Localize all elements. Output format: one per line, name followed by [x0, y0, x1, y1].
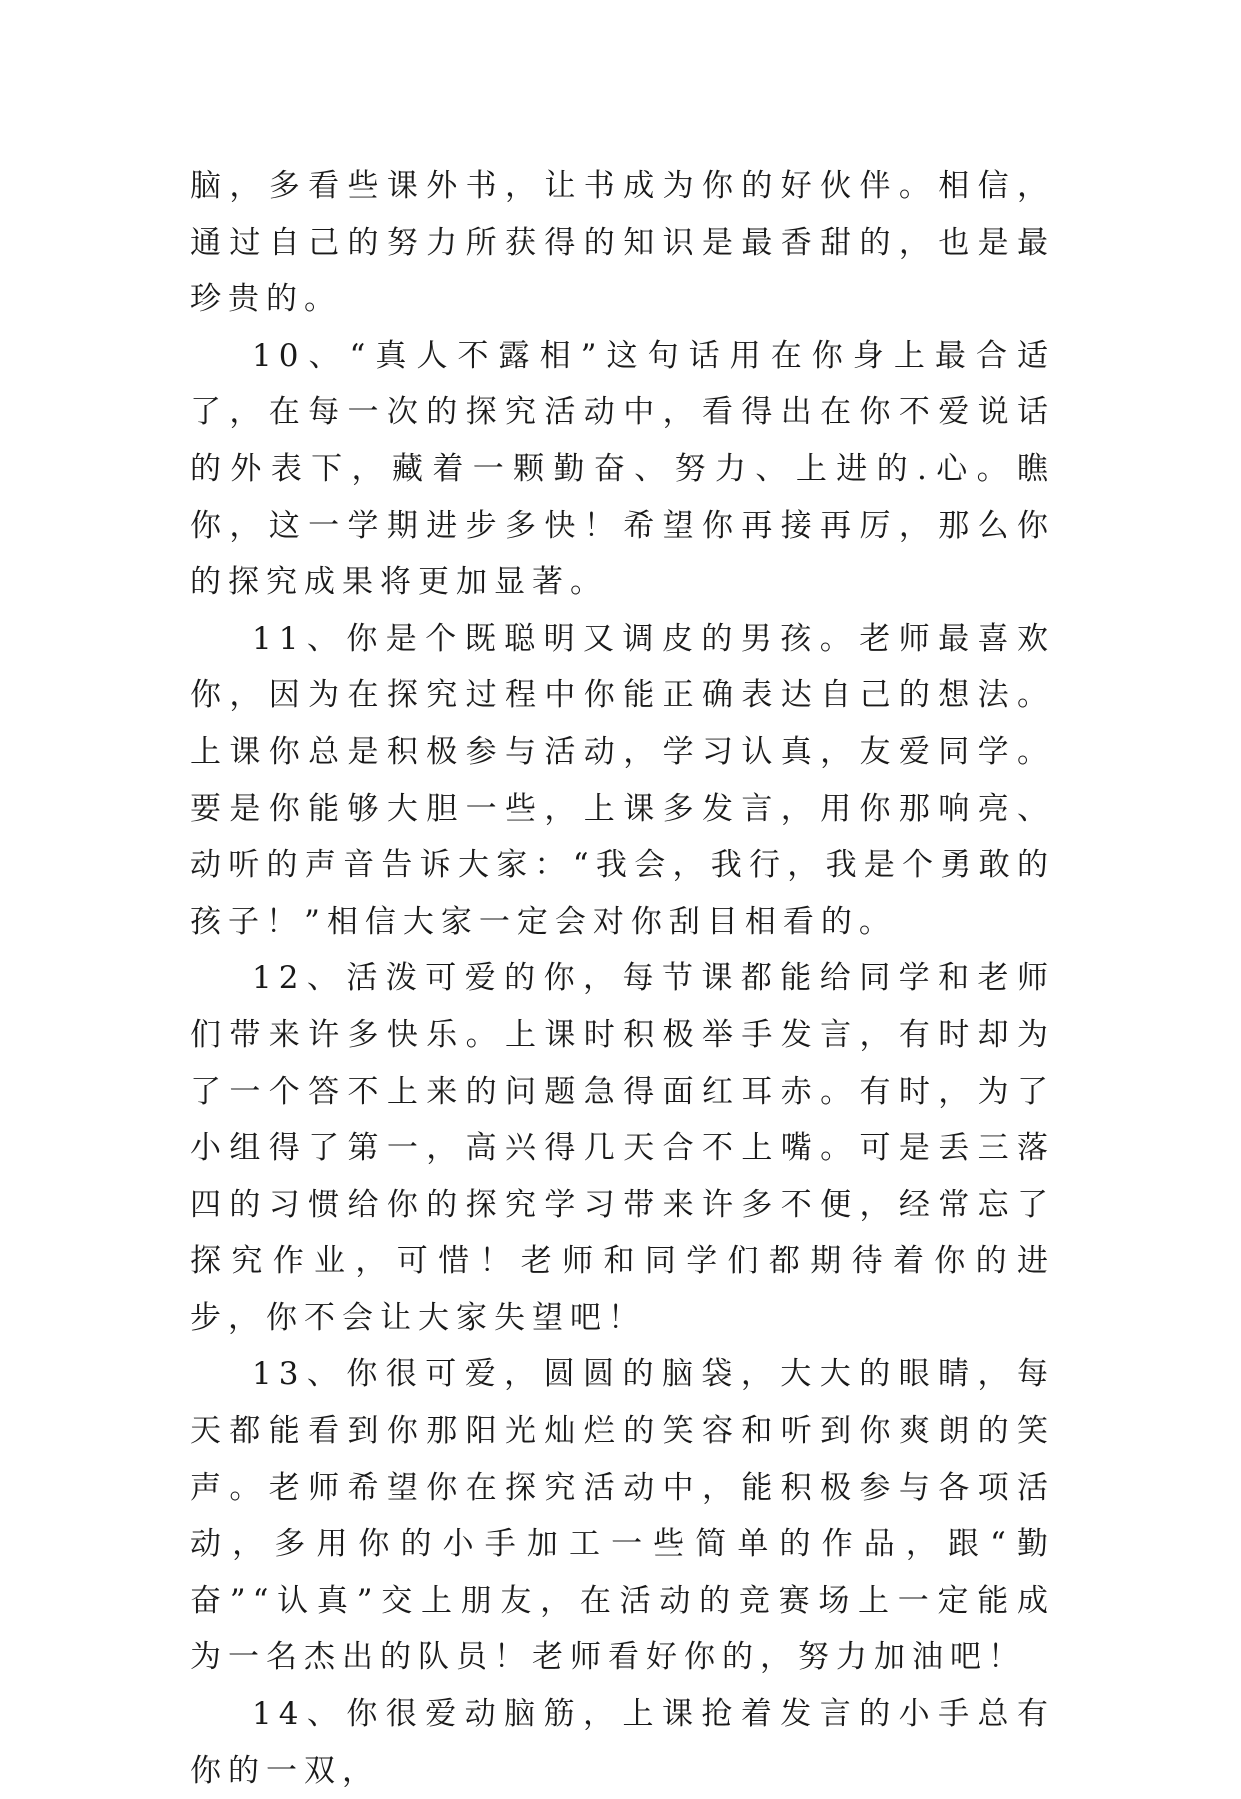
- paragraph-comment-11: 11、你是个既聪明又调皮的男孩。老师最喜欢你，因为在探究过程中你能正确表达自己的想法。上课你总是积极参与活动，学习认真，友爱同学。要是你能够大胆一些，上课多发言，用你那响亮、动听的声音告诉大家：“我会，我行，我是个勇敢的孩子！”相信大家一定会对你刮目相看的。: [190, 620, 1055, 940]
- paragraph-comment-12: 12、活泼可爱的你，每节课都能给同学和老师们带来许多快乐。上课时积极举手发言，有时却为了一个答不上来的问题急得面红耳赤。有时，为了小组得了第一，高兴得几天合不上嘴。可是丢三落四的习惯给你的探究学习带来许多不便，经常忘了探究作业，可惜！老师和同学们都期待着你的进步，你不会让大家失望吧！: [190, 960, 1055, 1336]
- paragraph-comment-10: 10、“真人不露相”这句话用在你身上最合适了，在每一次的探究活动中，看得出在你不爱说话的外表下，藏着一颗勤奋、努力、上进的.心。瞧你，这一学期进步多快！希望你再接再厉，那么你的探究成果将更加显著。: [190, 337, 1055, 601]
- paragraph-continuation: 脑，多看些课外书，让书成为你的好伙伴。相信，通过自己的努力所获得的知识是最香甜的，也是最珍贵的。: [190, 168, 1055, 318]
- document-body: [190, 158, 1055, 1799]
- paragraph-comment-13: 13、你很可爱，圆圆的脑袋，大大的眼睛，每天都能看到你那阳光灿烂的笑容和听到你爽朗的笑声。老师希望你在探究活动中，能积极参与各项活动，多用你的小手加工一些简单的作品，跟“勤奋”“认真”交上朋友，在活动的竞赛场上一定能成为一名杰出的队员！老师看好你的，努力加油吧！: [190, 1356, 1055, 1676]
- paragraph-comment-14: 14、你很爱动脑筋，上课抢着发言的小手总有你的一双，: [190, 1696, 1055, 1789]
